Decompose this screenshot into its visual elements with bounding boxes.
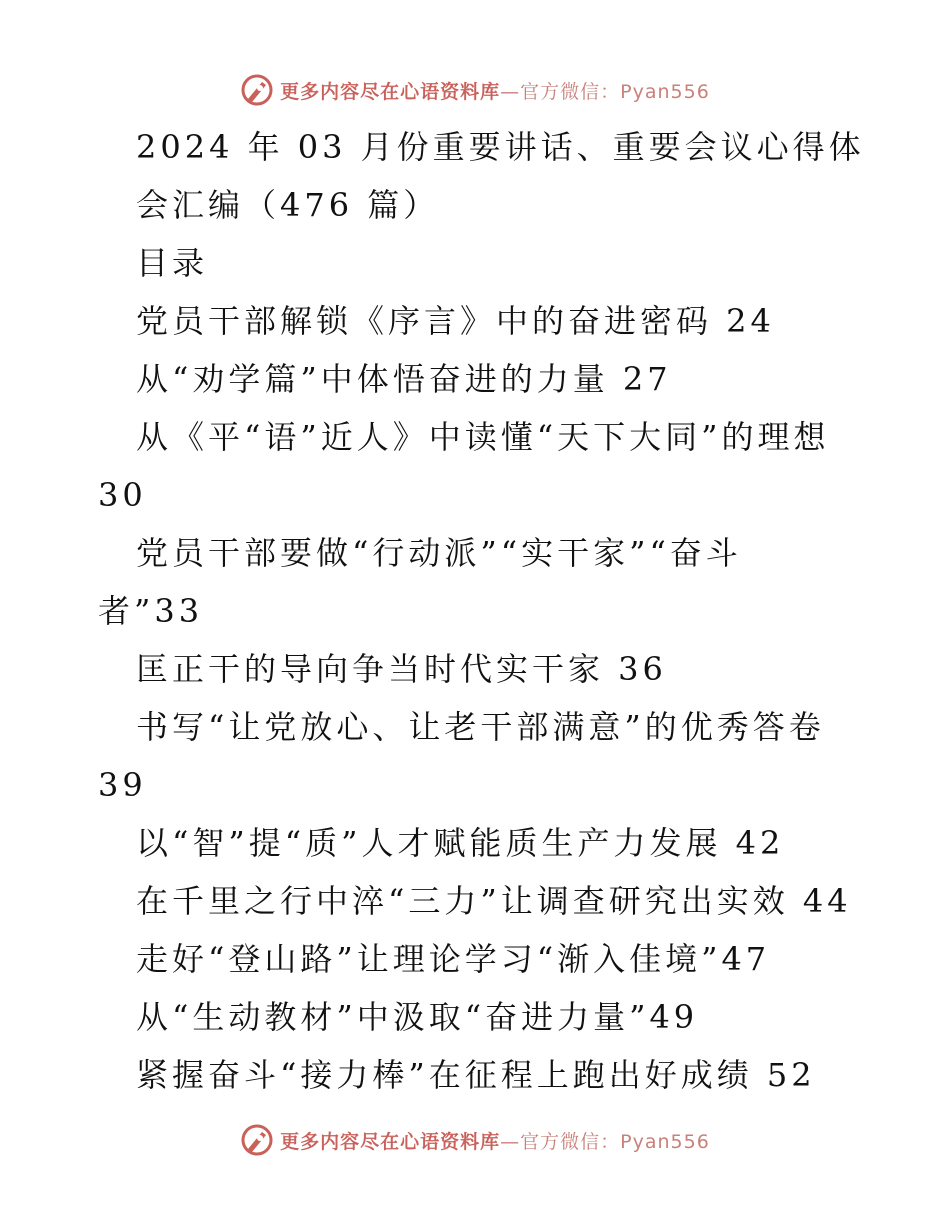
doc-title-line-2: 会汇编（476 篇） <box>136 186 440 224</box>
toc-entry: 从《平“语”近人》中读懂“天下大同”的理想 <box>136 418 830 456</box>
pen-logo-icon <box>240 73 274 107</box>
watermark-separator: — <box>500 1130 521 1153</box>
watermark-brand: 更多内容尽在心语资料库 <box>280 80 501 103</box>
toc-entry: 党员干部要做“行动派”“实干家”“奋斗 <box>136 534 742 572</box>
doc-title-line-1: 2024 年 03 月份重要讲话、重要会议心得体 <box>136 128 865 166</box>
watermark-separator: — <box>500 80 521 103</box>
footer-watermark <box>0 1120 950 1160</box>
watermark-wechat: 官方微信：Pyan556 <box>520 80 710 103</box>
toc-entry: 从“劝学篇”中体悟奋进的力量 27 <box>136 360 672 398</box>
header-watermark <box>0 70 950 110</box>
watermark-text <box>280 77 710 104</box>
watermark-text <box>280 1127 710 1154</box>
toc-entry-page: 39 <box>98 766 147 804</box>
toc-entry: 书写“让党放心、让老干部满意”的优秀答卷 <box>136 708 825 746</box>
toc-entry: 匡正干的导向争当时代实干家 36 <box>136 650 667 688</box>
pen-logo-icon <box>240 1123 274 1157</box>
toc-entry-continuation: 者”33 <box>98 592 204 630</box>
watermark-brand: 更多内容尽在心语资料库 <box>280 1130 501 1153</box>
toc-entry: 以“智”提“质”人才赋能质生产力发展 42 <box>136 824 785 862</box>
toc-entry: 紧握奋斗“接力棒”在征程上跑出好成绩 52 <box>136 1056 816 1094</box>
toc-entry: 从“生动教材”中汲取“奋进力量”49 <box>136 998 699 1036</box>
watermark-wechat: 官方微信：Pyan556 <box>520 1130 710 1153</box>
toc-entry: 在千里之行中淬“三力”让调查研究出实效 44 <box>136 882 852 920</box>
toc-entry: 走好“登山路”让理论学习“渐入佳境”47 <box>136 940 771 978</box>
toc-heading: 目录 <box>136 244 209 282</box>
toc-entry-page: 30 <box>98 476 147 514</box>
toc-entry: 党员干部解锁《序言》中的奋进密码 24 <box>136 302 775 340</box>
